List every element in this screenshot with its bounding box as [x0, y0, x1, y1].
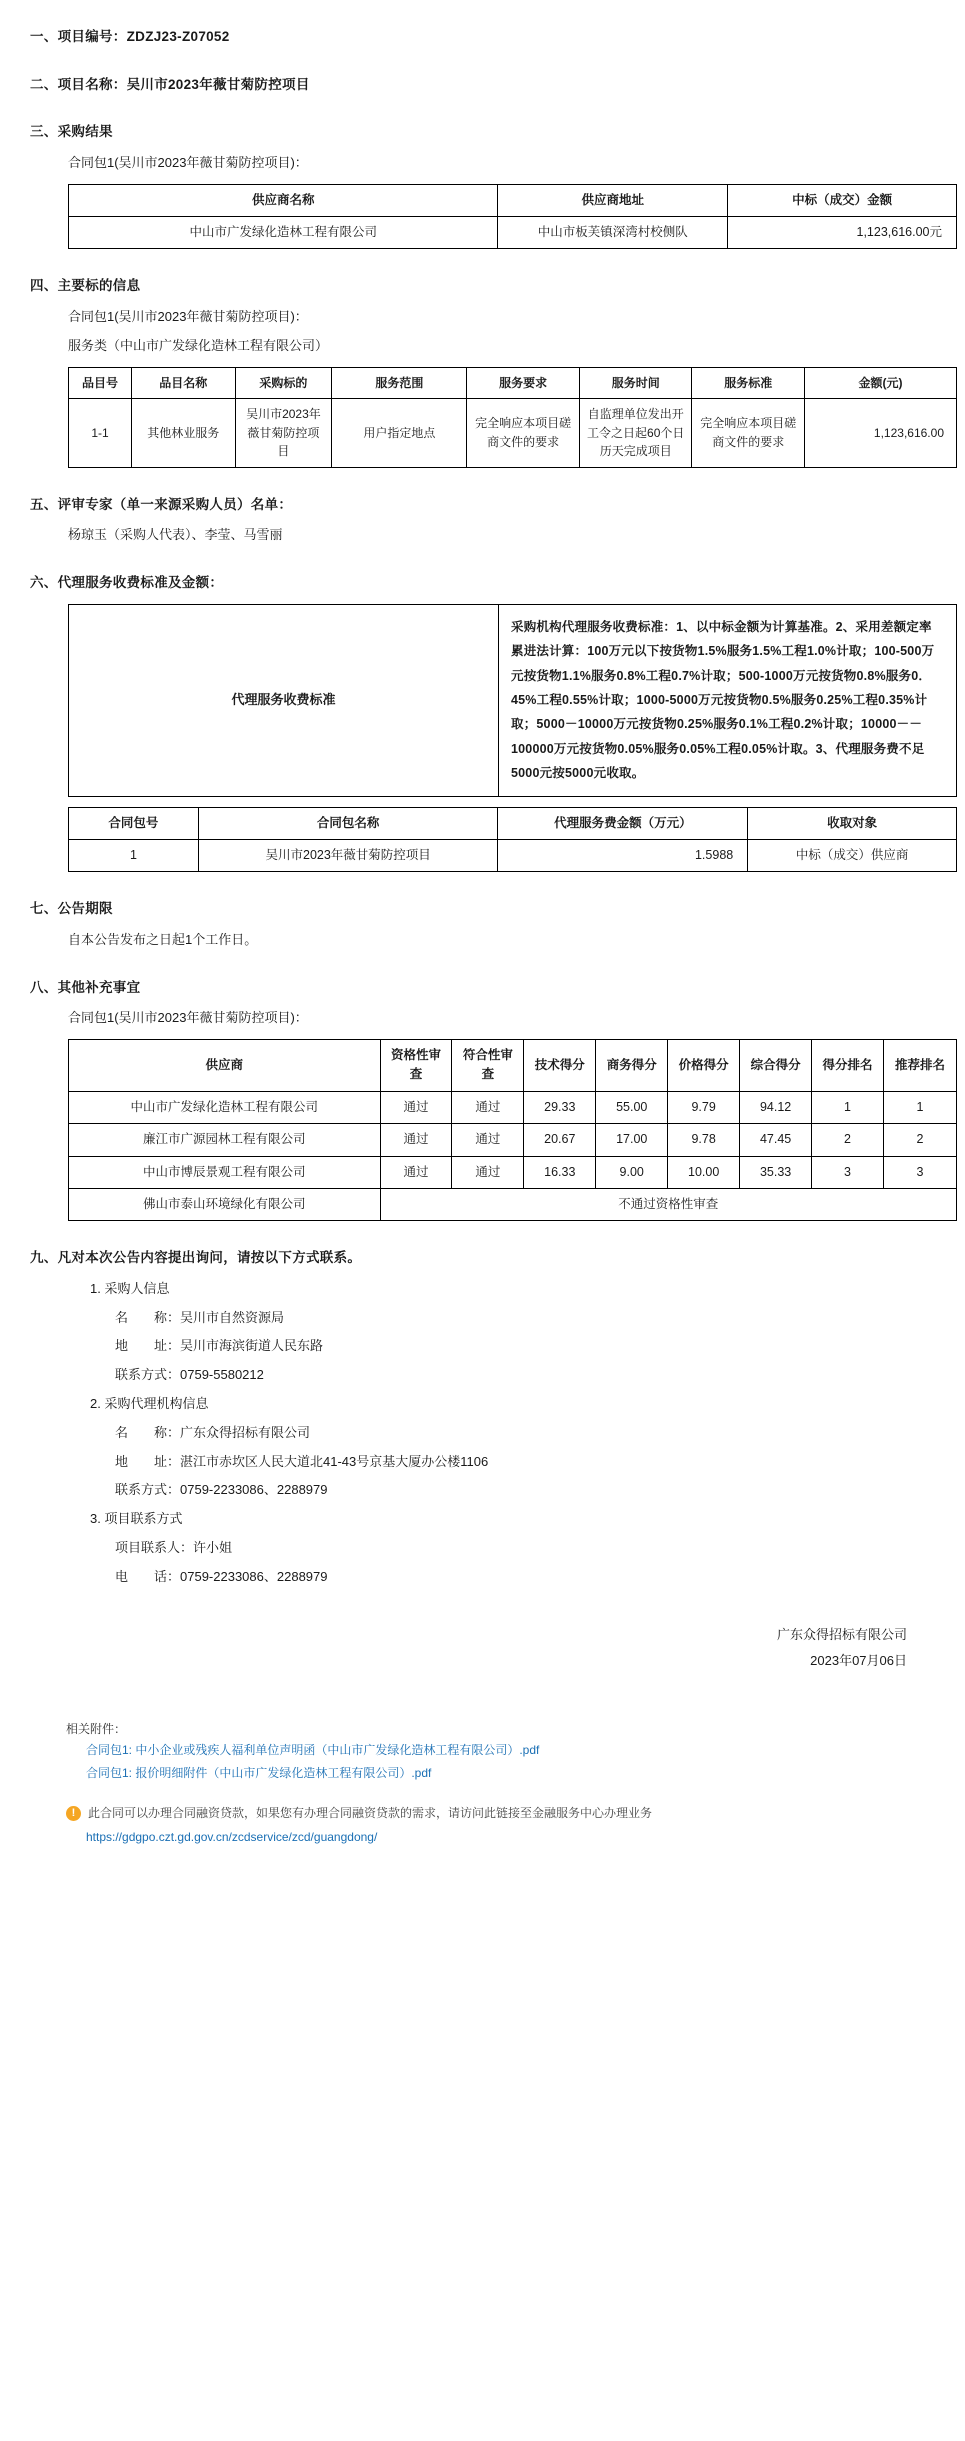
- cell-supplier-address: 中山市板芙镇深湾村校侧队: [498, 216, 728, 248]
- table-header-row: [69, 807, 957, 839]
- agency-info-heading: 2. 采购代理机构信息: [90, 1396, 209, 1412]
- agency-name-value: 广东众得招标有限公司: [180, 1424, 311, 1440]
- financing-notice-text: 此合同可以办理合同融资贷款，如果您有办理合同融资贷款的需求，请访问此链接至金融服务中心办理业务: [88, 1806, 653, 1821]
- result-table: [68, 184, 957, 250]
- buyer-name-label: 名 称：: [115, 1309, 181, 1325]
- table-row: [69, 1091, 957, 1123]
- section-project-name: 二、项目名称：吴川市2023年薇甘菊防控项目: [30, 76, 310, 92]
- cell-supplier: 佛山市泰山环境绿化有限公司: [69, 1188, 381, 1220]
- col-price-score: 价格得分: [668, 1040, 740, 1092]
- buyer-address-row: [115, 1336, 935, 1357]
- review-experts-list: 杨琼玉（采购人代表）、李莹、马雪丽: [68, 527, 283, 543]
- cell-qualification: 通过: [380, 1124, 452, 1156]
- col-supplier: 供应商: [69, 1040, 381, 1092]
- cell-price-score: 9.79: [668, 1091, 740, 1123]
- buyer-info-heading: 1. 采购人信息: [90, 1280, 170, 1296]
- section-contact: 九、凡对本次公告内容提出询问，请按以下方式联系。: [30, 1250, 362, 1266]
- financing-service-link[interactable]: https://gdgpo.czt.gd.gov.cn/zcdservice/zcd/guangdong/: [86, 1829, 378, 1844]
- col-package-no: 合同包号: [69, 807, 199, 839]
- cell-service-standard: 完全响应本项目磋商文件的要求: [692, 399, 805, 468]
- cell-price-score: 9.78: [668, 1124, 740, 1156]
- table-header-row: [69, 367, 957, 399]
- col-fee-target: 收取对象: [748, 807, 957, 839]
- cell-business-score: 9.00: [596, 1156, 668, 1188]
- cell-tech-score: 16.33: [524, 1156, 596, 1188]
- buyer-tel-row: [115, 1365, 935, 1386]
- cell-recommend-rank: 3: [883, 1156, 956, 1188]
- section-project-number: 一、项目编号：ZDZJ23-Z07052: [30, 29, 230, 44]
- cell-item-no: 1-1: [69, 399, 132, 468]
- col-scope: 服务范围: [332, 367, 467, 399]
- cell-compliance: 通过: [452, 1124, 524, 1156]
- table-row: [69, 604, 957, 796]
- section-announcement-period: 七、公告期限: [30, 901, 113, 917]
- section-supplementary: 八、其他补充事宜: [30, 979, 141, 995]
- cell-recommend-rank: 2: [883, 1124, 956, 1156]
- project-person-row: [115, 1538, 935, 1559]
- cell-agency-fee-label: 代理服务收费标准: [69, 604, 499, 796]
- agency-tel-label: 联系方式：: [115, 1482, 181, 1498]
- agency-address-row: [115, 1452, 935, 1473]
- cell-score-rank: 2: [812, 1124, 884, 1156]
- cell-fee-target: 中标（成交）供应商: [748, 839, 957, 871]
- buyer-tel-label: 联系方式：: [115, 1367, 181, 1383]
- buyer-name-value: 吴川市自然资源局: [180, 1309, 285, 1325]
- cell-tech-score: 29.33: [524, 1091, 596, 1123]
- col-award-amount: 中标（成交）金额: [728, 184, 957, 216]
- cell-award-amount: 1,123,616.00元: [728, 216, 957, 248]
- col-supplier-name: 供应商名称: [69, 184, 498, 216]
- buyer-address-label: 地 址：: [115, 1338, 181, 1354]
- cell-supplier: 中山市博辰景观工程有限公司: [69, 1156, 381, 1188]
- agency-address-label: 地 址：: [115, 1453, 181, 1469]
- cell-package-name: 吴川市2023年薇甘菊防控项目: [198, 839, 498, 871]
- section-procurement-result: 三、采购结果: [30, 124, 113, 140]
- score-table: [68, 1039, 957, 1221]
- cell-failed-note: 不通过资格性审查: [380, 1188, 957, 1220]
- financing-notice: [66, 1804, 935, 1823]
- cell-fee-amount: 1.5988: [498, 839, 748, 871]
- col-subject: 采购标的: [235, 367, 332, 399]
- col-package-name: 合同包名称: [198, 807, 498, 839]
- result-package-label: 合同包1(吴川市2023年薇甘菊防控项目)：: [68, 154, 308, 170]
- cell-score-rank: 3: [812, 1156, 884, 1188]
- section-main-items: 四、主要标的信息: [30, 278, 141, 294]
- cell-qualification: 通过: [380, 1156, 452, 1188]
- project-tel-row: [115, 1567, 935, 1588]
- main-items-table: [68, 367, 957, 468]
- cell-supplier-name: 中山市广发绿化造林工程有限公司: [69, 216, 498, 248]
- agency-tel-value: 0759-2233086、2288979: [180, 1482, 328, 1498]
- agency-name-row: [115, 1423, 935, 1444]
- buyer-address-value: 吴川市海滨街道人民东路: [180, 1338, 324, 1354]
- cell-score-rank: 1: [812, 1091, 884, 1123]
- section-agency-fee: 六、代理服务收费标准及金额：: [30, 575, 224, 591]
- cell-compliance: 通过: [452, 1156, 524, 1188]
- cell-compliance: 通过: [452, 1091, 524, 1123]
- buyer-name-row: [115, 1308, 935, 1329]
- col-service-time: 服务时间: [579, 367, 692, 399]
- cell-qualification: 通过: [380, 1091, 452, 1123]
- project-tel-value: 0759-2233086、2288979: [180, 1568, 328, 1584]
- col-tech-score: 技术得分: [524, 1040, 596, 1092]
- col-service-standard: 服务标准: [692, 367, 805, 399]
- col-qualification-review: 资格性审查: [380, 1040, 452, 1092]
- col-fee-amount: 代理服务费金额（万元）: [498, 807, 748, 839]
- agency-fee-amount-table: [68, 807, 957, 873]
- table-row: [69, 1124, 957, 1156]
- agency-address-value: 湛江市赤坎区人民大道北41-43号京基大厦办公楼1106: [180, 1453, 489, 1469]
- table-row: [69, 839, 957, 871]
- table-row: [69, 216, 957, 248]
- cell-package-no: 1: [69, 839, 199, 871]
- project-contact-heading: 3. 项目联系方式: [90, 1511, 183, 1527]
- cell-requirement: 完全响应本项目磋商文件的要求: [467, 399, 580, 468]
- cell-tech-score: 20.67: [524, 1124, 596, 1156]
- cell-price-score: 10.00: [668, 1156, 740, 1188]
- attachment-link[interactable]: 合同包1: 报价明细附件（中山市广发绿化造林工程有限公司）.pdf: [86, 1765, 432, 1780]
- cell-total-score: 35.33: [740, 1156, 812, 1188]
- buyer-tel-value: 0759-5580212: [180, 1367, 264, 1383]
- items-package-label: 合同包1(吴川市2023年薇甘菊防控项目)：: [68, 308, 308, 324]
- col-amount: 金额(元): [805, 367, 957, 399]
- table-header-row: [69, 1040, 957, 1092]
- bulb-icon: !: [66, 1806, 81, 1821]
- agency-name-label: 名 称：: [115, 1424, 181, 1440]
- signature-org: 广东众得招标有限公司: [776, 1626, 907, 1642]
- table-row: [69, 399, 957, 468]
- agency-fee-standard-table: [68, 604, 957, 797]
- section-review-experts: 五、评审专家（单一来源采购人员）名单：: [30, 496, 293, 512]
- supplementary-package-label: 合同包1(吴川市2023年薇甘菊防控项目)：: [68, 1010, 308, 1026]
- signature-block: [30, 1622, 907, 1674]
- col-recommend-rank: 推荐排名: [883, 1040, 956, 1092]
- project-person-label: 项目联系人：: [115, 1540, 194, 1556]
- cell-recommend-rank: 1: [883, 1091, 956, 1123]
- attachment-link[interactable]: 合同包1: 中小企业或残疾人福利单位声明函（中山市广发绿化造林工程有限公司）.pdf: [86, 1742, 540, 1757]
- cell-amount: 1,123,616.00: [805, 399, 957, 468]
- col-business-score: 商务得分: [596, 1040, 668, 1092]
- cell-business-score: 17.00: [596, 1124, 668, 1156]
- cell-scope: 用户指定地点: [332, 399, 467, 468]
- col-supplier-address: 供应商地址: [498, 184, 728, 216]
- table-header-row: [69, 184, 957, 216]
- col-item-no: 品目号: [69, 367, 132, 399]
- col-score-rank: 得分排名: [812, 1040, 884, 1092]
- attachments-heading: 相关附件：: [66, 1721, 127, 1736]
- cell-total-score: 47.45: [740, 1124, 812, 1156]
- announcement-period-text: 自本公告发布之日起1个工作日。: [68, 931, 258, 947]
- signature-date: 2023年07月06日: [810, 1652, 907, 1668]
- items-service-type: 服务类（中山市广发绿化造林工程有限公司）: [68, 337, 329, 353]
- col-total-score: 综合得分: [740, 1040, 812, 1092]
- cell-supplier: 廉江市广源园林工程有限公司: [69, 1124, 381, 1156]
- agency-tel-row: [115, 1480, 935, 1501]
- project-tel-label: 电 话：: [115, 1568, 181, 1584]
- table-row: [69, 1156, 957, 1188]
- cell-supplier: 中山市广发绿化造林工程有限公司: [69, 1091, 381, 1123]
- cell-item-name: 其他林业服务: [132, 399, 236, 468]
- project-person-value: 许小姐: [193, 1540, 233, 1556]
- cell-agency-fee-text: 采购机构代理服务收费标准：1、以中标金额为计算基准。2、采用差额定率累进法计算：100万元以下按货物1.5%服务1.5%工程1.0%计取；100-500万元按货物1.1%服务0.8%工程0.7%计取；500-1000万元按货物0.8%服务0．45%工程0.55%计取；1000-5000万元按货物0.5%服务0.25%工程0.35%计取；5000－10000万元按货物0.25%服务0.1%工程0.2%计取；10000－－100000万元按货物0.05%服务0.05%工程0.05%计取。3、代理服务费不足5000元按5000元收取。: [499, 604, 957, 796]
- cell-subject: 吴川市2023年薇甘菊防控项目: [235, 399, 332, 468]
- col-compliance-review: 符合性审查: [452, 1040, 524, 1092]
- cell-service-time: 自监理单位发出开工令之日起60个日历天完成项目: [579, 399, 692, 468]
- cell-total-score: 94.12: [740, 1091, 812, 1123]
- col-item-name: 品目名称: [132, 367, 236, 399]
- col-requirement: 服务要求: [467, 367, 580, 399]
- table-row-failed: [69, 1188, 957, 1220]
- cell-business-score: 55.00: [596, 1091, 668, 1123]
